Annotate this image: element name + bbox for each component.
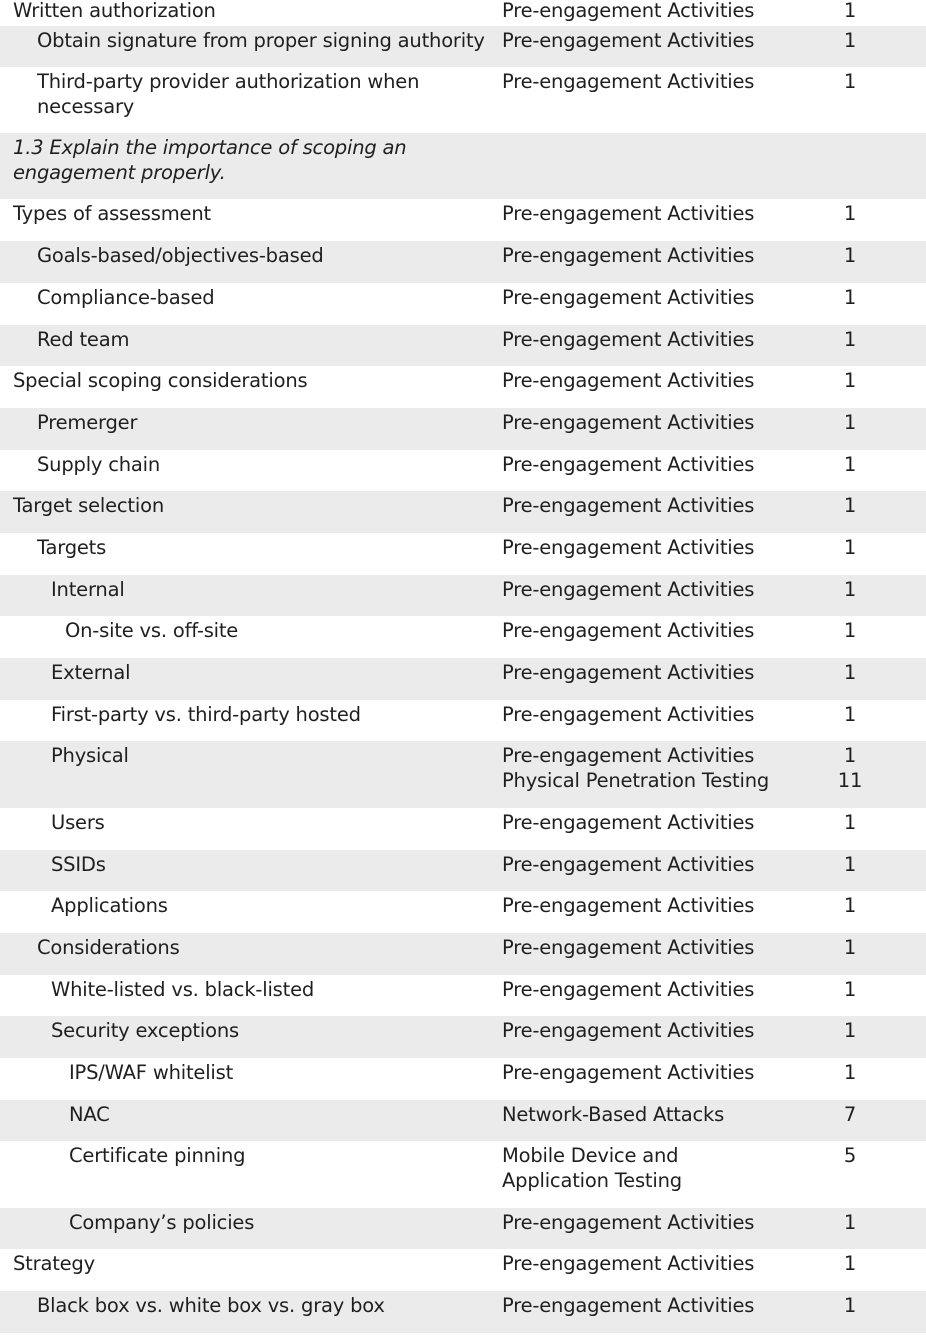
chapter-number-cell (820, 28, 880, 53)
topic-text: Security exceptions (51, 1019, 239, 1042)
chapter-number: 1 (843, 70, 857, 93)
chapter-text: Pre-engagement Activities (502, 328, 755, 351)
table-row (0, 1208, 926, 1249)
chapter-number-cell (820, 0, 880, 23)
chapter-number: 1 (843, 328, 857, 351)
table-row (0, 283, 926, 325)
chapter-number-cell (820, 1293, 880, 1318)
chapter-text: Pre-engagement Activities (502, 853, 755, 876)
topic-text: Goals-based/objectives-based (37, 244, 324, 267)
chapter-cell (502, 0, 792, 23)
topic-text: IPS/WAF whitelist (69, 1061, 234, 1084)
topic-cell (13, 69, 507, 119)
chapter-number-cell (820, 893, 880, 918)
chapter-text: Pre-engagement Activities (502, 29, 755, 52)
chapter-text: Pre-engagement Activities (502, 1294, 755, 1317)
table-row (0, 808, 926, 850)
chapter-text: Network-Based Attacks (502, 1103, 725, 1126)
table-row (0, 0, 926, 26)
table-row (0, 491, 926, 533)
chapter-cell (502, 852, 792, 877)
table-row (0, 616, 926, 658)
chapter-cell (502, 1210, 792, 1235)
table-row (0, 408, 926, 450)
topic-text: On-site vs. off-site (65, 619, 239, 642)
topic-text: Considerations (37, 936, 180, 959)
topic-text: Users (51, 811, 105, 834)
chapter-number-cell (820, 1143, 880, 1168)
chapter-cell (502, 327, 792, 352)
topic-cell (13, 1018, 521, 1043)
chapter-text: Pre-engagement Activities (502, 894, 755, 917)
chapter-text: Pre-engagement Activities (502, 1019, 755, 1042)
chapter-number: 1 (843, 494, 857, 517)
chapter-number: 1 (843, 661, 857, 684)
topic-cell (13, 493, 483, 518)
topic-text: External (51, 661, 131, 684)
topic-text: Red team (37, 328, 130, 351)
table-row (0, 1249, 926, 1291)
chapter-number-cell (820, 935, 880, 960)
topic-text: Special scoping considerations (13, 369, 308, 392)
chapter-text: Pre-engagement Activities (502, 978, 755, 1001)
chapter-number: 1 (843, 811, 857, 834)
table-row (0, 741, 926, 808)
chapter-number-cell (820, 452, 880, 477)
topic-text: Obtain signature from proper signing authority (37, 29, 485, 52)
chapter-cell (502, 660, 792, 685)
topic-text: Physical (51, 744, 129, 767)
table-row (0, 891, 926, 933)
chapter-text: Pre-engagement Activities (502, 494, 755, 517)
chapter-number: 1 (843, 1019, 857, 1042)
topic-cell (13, 452, 507, 477)
topic-cell (13, 1251, 483, 1276)
chapter-cell (502, 977, 792, 1002)
chapter-text: Pre-engagement Activities (502, 703, 755, 726)
topic-cell (13, 201, 483, 226)
chapter-number-cell (820, 1102, 880, 1127)
topic-cell (13, 368, 483, 393)
topic-text: NAC (69, 1103, 110, 1126)
table-row (0, 325, 926, 366)
chapter-number-cell (820, 285, 880, 310)
topic-text: Strategy (13, 1252, 95, 1275)
chapter-number-cell (820, 1018, 880, 1043)
chapter-text: Pre-engagement Activities (502, 70, 755, 93)
chapter-number-cell (820, 493, 880, 518)
topic-cell (13, 0, 483, 23)
chapter-text: Pre-engagement Activities (502, 0, 755, 22)
chapter-number: 1 (843, 29, 857, 52)
chapter-number: 1 (843, 411, 857, 434)
table-row (0, 533, 926, 575)
chapter-text: Pre-engagement Activities (502, 286, 755, 309)
topic-cell (13, 852, 521, 877)
chapter-text: Pre-engagement Activities (502, 936, 755, 959)
table-row (0, 975, 926, 1016)
table-row (0, 700, 926, 741)
table-row (0, 933, 926, 975)
chapter-number: 1 (843, 578, 857, 601)
chapter-cell (502, 618, 792, 643)
topic-text: First-party vs. third-party hosted (51, 703, 361, 726)
topic-cell (13, 1060, 539, 1085)
chapter-number: 1 (843, 978, 857, 1001)
chapter-number-cell (820, 852, 880, 877)
chapter-number-cell (820, 618, 880, 643)
chapter-number: 1 (843, 0, 857, 22)
topic-text: White-listed vs. black-listed (51, 978, 315, 1001)
chapter-number: 1 (843, 1252, 857, 1275)
chapter-text: Physical Penetration Testing (502, 769, 770, 792)
chapter-number: 1 (843, 894, 857, 917)
topic-cell (13, 702, 521, 727)
chapter-text: Pre-engagement Activities (502, 1252, 755, 1275)
chapter-cell (502, 1143, 792, 1193)
table-row (0, 575, 926, 616)
table-row (0, 199, 926, 241)
table-row (0, 1100, 926, 1141)
chapter-text: Pre-engagement Activities (502, 1061, 755, 1084)
chapter-cell (502, 702, 792, 727)
topic-text: Company’s policies (69, 1211, 255, 1234)
chapter-number: 1 (843, 744, 857, 767)
table-row (0, 1016, 926, 1058)
table-row (0, 658, 926, 700)
chapter-number: 1 (843, 1061, 857, 1084)
chapter-text: Pre-engagement Activities (502, 619, 755, 642)
topic-text: Third-party provider authorization when (37, 70, 420, 93)
topic-text: Written authorization (13, 0, 216, 22)
topic-text: Black box vs. white box vs. gray box (37, 1294, 385, 1317)
chapter-number: 1 (843, 453, 857, 476)
chapter-number: 1 (843, 369, 857, 392)
chapter-number-cell (820, 410, 880, 435)
chapter-cell (502, 1251, 792, 1276)
chapter-cell (502, 1018, 792, 1043)
topic-text: necessary (37, 95, 135, 118)
table-row (0, 1291, 926, 1333)
table-row (0, 241, 926, 283)
chapter-text: Pre-engagement Activities (502, 578, 755, 601)
chapter-number-cell (820, 977, 880, 1002)
topic-text: Target selection (13, 494, 164, 517)
topic-cell (13, 327, 507, 352)
chapter-cell (502, 1293, 792, 1318)
topic-cell (13, 810, 521, 835)
topic-text: Targets (37, 536, 107, 559)
chapter-number-cell (820, 1251, 880, 1276)
topic-cell (13, 1143, 539, 1168)
chapter-number-cell (820, 243, 880, 268)
chapter-text: Pre-engagement Activities (502, 369, 755, 392)
chapter-number: 1 (843, 619, 857, 642)
chapter-cell (502, 201, 792, 226)
chapter-cell (502, 28, 792, 53)
chapter-number: 11 (837, 769, 863, 792)
chapter-number: 1 (843, 853, 857, 876)
chapter-number-cell (820, 201, 880, 226)
chapter-cell (502, 810, 792, 835)
table-row (0, 1058, 926, 1100)
topic-text: Premerger (37, 411, 138, 434)
chapter-number-cell (820, 660, 880, 685)
chapter-number-cell (820, 577, 880, 602)
topic-cell (13, 243, 507, 268)
chapter-number: 1 (843, 286, 857, 309)
topic-cell (13, 660, 521, 685)
chapter-text: Application Testing (502, 1169, 682, 1192)
chapter-text: Pre-engagement Activities (502, 244, 755, 267)
topic-cell (13, 618, 535, 643)
chapter-number: 1 (843, 1211, 857, 1234)
topic-cell (13, 893, 521, 918)
chapter-cell (502, 69, 792, 94)
chapter-number-cell (820, 535, 880, 560)
topic-text: SSIDs (51, 853, 106, 876)
table-row (0, 850, 926, 891)
topic-cell (13, 977, 521, 1002)
chapter-cell (502, 935, 792, 960)
chapter-cell (502, 535, 792, 560)
topic-cell (13, 1293, 507, 1318)
chapter-cell (502, 1102, 792, 1127)
chapter-text: Pre-engagement Activities (502, 411, 755, 434)
section-heading-row (0, 133, 926, 199)
topic-cell (13, 535, 507, 560)
chapter-number-cell (820, 368, 880, 393)
table-row (0, 1141, 926, 1208)
chapter-text: Pre-engagement Activities (502, 744, 755, 767)
chapter-number-cell (820, 1060, 880, 1085)
topic-cell (13, 410, 507, 435)
chapter-text: Pre-engagement Activities (502, 811, 755, 834)
chapter-number: 1 (843, 244, 857, 267)
chapter-cell (502, 243, 792, 268)
topic-text: Compliance-based (37, 286, 215, 309)
topic-text: engagement properly. (13, 161, 226, 184)
chapter-number-cell (820, 702, 880, 727)
chapter-text: Pre-engagement Activities (502, 453, 755, 476)
chapter-cell (502, 1060, 792, 1085)
topic-text: Applications (51, 894, 168, 917)
topic-text: Types of assessment (13, 202, 211, 225)
topic-text: Certificate pinning (69, 1144, 246, 1167)
chapter-number-cell (820, 69, 880, 94)
chapter-number-cell (820, 743, 880, 793)
chapter-cell (502, 493, 792, 518)
table-row (0, 450, 926, 491)
chapter-cell (502, 743, 792, 793)
chapter-number: 1 (843, 936, 857, 959)
topic-cell (13, 935, 507, 960)
chapter-cell (502, 577, 792, 602)
topic-cell (13, 577, 521, 602)
topic-cell (13, 135, 483, 185)
chapter-number: 7 (843, 1103, 857, 1126)
topic-cell (13, 285, 507, 310)
chapter-number: 1 (843, 202, 857, 225)
chapter-number: 5 (843, 1144, 857, 1167)
topic-cell (13, 743, 521, 768)
topic-cell (13, 1102, 539, 1127)
chapter-number: 1 (843, 536, 857, 559)
chapter-number-cell (820, 810, 880, 835)
table-row (0, 67, 926, 133)
chapter-text: Mobile Device and (502, 1144, 679, 1167)
topic-cell (13, 28, 507, 53)
chapter-cell (502, 410, 792, 435)
topic-cell (13, 1210, 539, 1235)
table-row (0, 26, 926, 67)
chapter-cell (502, 452, 792, 477)
chapter-text: Pre-engagement Activities (502, 1211, 755, 1234)
chapter-text: Pre-engagement Activities (502, 536, 755, 559)
chapter-cell (502, 285, 792, 310)
chapter-cell (502, 368, 792, 393)
topic-text: 1.3 Explain the importance of scoping an (13, 136, 407, 159)
table-row (0, 366, 926, 408)
chapter-number: 1 (843, 703, 857, 726)
chapter-number-cell (820, 1210, 880, 1235)
topic-text: Supply chain (37, 453, 161, 476)
chapter-number: 1 (843, 1294, 857, 1317)
chapter-text: Pre-engagement Activities (502, 202, 755, 225)
chapter-cell (502, 893, 792, 918)
topic-text: Internal (51, 578, 125, 601)
chapter-text: Pre-engagement Activities (502, 661, 755, 684)
chapter-number-cell (820, 327, 880, 352)
